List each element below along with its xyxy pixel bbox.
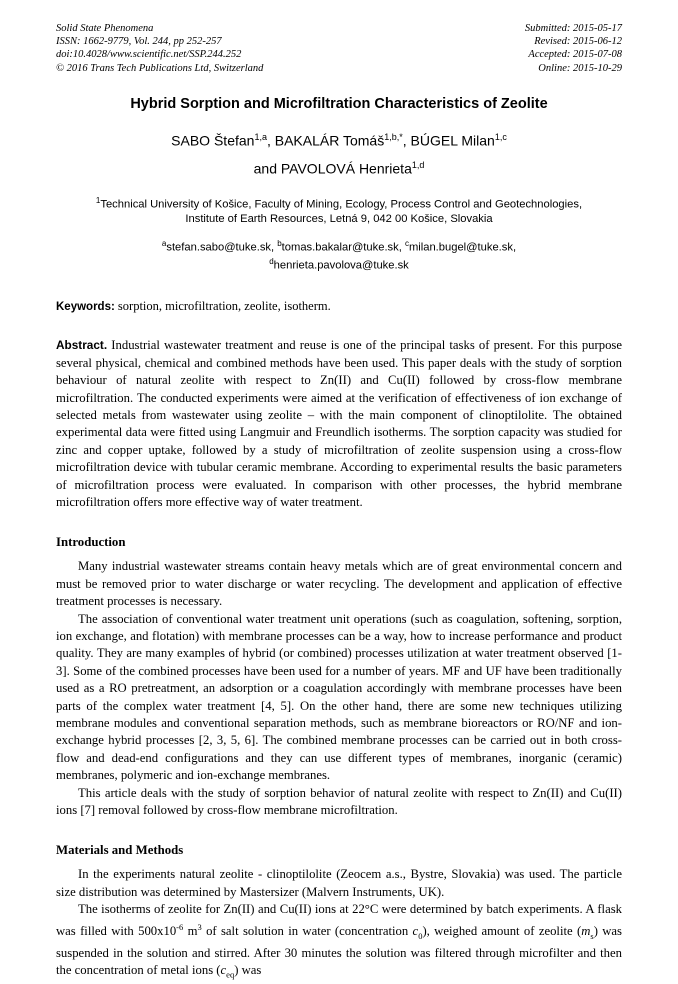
header-copyright: © 2016 Trans Tech Publications Ltd, Switzerland bbox=[56, 62, 264, 74]
email-pavolova[interactable]: henrieta.pavolova@tuke.sk bbox=[273, 259, 409, 272]
author-line-1 bbox=[56, 125, 622, 154]
header-revised: Revised: 2015-06-12 bbox=[534, 36, 622, 48]
author-sabo-affil: 1,a bbox=[254, 131, 267, 142]
email-marker-d: d bbox=[269, 257, 274, 267]
methods-p2-part5: ) was suspended in the solution and stirred. After 30 minutes the solution was filtered through microfilter and then the concentration of metal ions ( bbox=[56, 923, 622, 978]
email-marker-b: b bbox=[277, 238, 282, 248]
header-doi: doi:10.4028/www.scientific.net/SSP.244.252 bbox=[56, 49, 242, 61]
author-list bbox=[56, 125, 622, 182]
symbol-ceq-sub: eq bbox=[226, 969, 235, 980]
email-sabo[interactable]: stefan.sabo@tuke.sk, bbox=[166, 241, 278, 254]
header-journal-info bbox=[56, 22, 263, 75]
affiliation-block bbox=[56, 194, 622, 227]
methods-p2-part2: m bbox=[183, 923, 198, 938]
abstract-text: Industrial wastewater treatment and reuse is one of the principal tasks of present. For this purpose several physical, chemical and combined methods have been used. This paper deals with the study of sorption behaviour of natural zeolite with respect to Zn(II) and Cu(II) followed by cross-flow membrane microfiltration. The conducted experiments were aimed at the verification of effectiveness of ion exchange of selected metals from wastewater using zeolite – with the main component of clinoptilolite. The obtained experimental data were fitted using Langmuir and Freundlich isotherms. The sorption capacity was studied for zinc and copper uptake, followed by a study of microfiltration of zeolite suspension using a cross-flow microfiltration device with tubular ceramic membrane. According to experimental results the basic parameters of microfiltration process were evaluated. In comparison with other processes, the hybrid membrane microfiltration offers more effective way of water treatment. bbox=[56, 338, 622, 509]
symbol-ms: m bbox=[581, 923, 591, 938]
methods-p2-sup2: 3 bbox=[197, 921, 202, 932]
methods-p2-part1: The isotherms of zeolite for Zn(II) and Cu(II) ions at 22°C were determined by batch experiments. A flask was filled with 500x10 bbox=[56, 902, 622, 938]
email-marker-c: c bbox=[404, 238, 409, 248]
header-online: Online: 2015-10-29 bbox=[538, 62, 622, 74]
header-accepted: Accepted: 2015-07-08 bbox=[528, 49, 622, 61]
keywords-text: sorption, microfiltration, zeolite, isotherm. bbox=[114, 299, 331, 314]
methods-p2-sup1: -6 bbox=[176, 921, 184, 932]
author-bakalar: , BAKALÁR Tomáš bbox=[266, 132, 385, 149]
abstract-block bbox=[56, 337, 622, 511]
page-header bbox=[56, 22, 622, 75]
keywords-label: Keywords: bbox=[56, 301, 115, 314]
intro-paragraph-3: This article deals with the study of sorption behavior of natural zeolite with respect to Zn(II) and Cu(II) ions [7] removal followed by cross-flow membrane microfiltration. bbox=[56, 785, 622, 818]
author-line-2 bbox=[56, 153, 622, 182]
methods-paragraph-1: In the experiments natural zeolite - clinoptilolite (Zeocem a.s., Bystre, Slovakia) was used. The particle size distribution was determined by Mastersizer (Malvern Instruments, UK). bbox=[56, 867, 622, 899]
header-dates bbox=[525, 22, 622, 75]
header-issn: ISSN: 1662-9779, Vol. 244, pp 252-257 bbox=[56, 36, 222, 48]
intro-paragraph-1: Many industrial wastewater streams contain heavy metals which are of great environmental concern and must be removed prior to water discharge or water recycling. The development and application of effective treatment processes is necessary. bbox=[56, 559, 622, 609]
author-bugel: , BÚGEL Milan bbox=[402, 132, 495, 149]
author-bakalar-affil: 1,b,* bbox=[384, 131, 403, 142]
page-title: Hybrid Sorption and Microfiltration Characteristics of Zeolite bbox=[130, 95, 548, 112]
section-heading-materials-and-methods: Materials and Methods bbox=[56, 843, 184, 858]
author-pavolova-affil: 1,d bbox=[411, 160, 425, 171]
email-block bbox=[56, 237, 622, 273]
header-submitted: Submitted: 2015-05-17 bbox=[524, 23, 622, 34]
symbol-c0-sub: 0 bbox=[418, 930, 423, 941]
methods-p2-part4: ), weighed amount of zeolite ( bbox=[422, 923, 582, 938]
affiliation-line-1: Technical University of Košice, Faculty of Mining, Ecology, Process Control and Geotechnologies, bbox=[100, 198, 583, 211]
methods-p2-part3: of salt solution in water (concentration bbox=[201, 923, 413, 938]
symbol-ceq: c bbox=[220, 963, 227, 978]
keywords-block bbox=[56, 299, 622, 315]
affiliation-marker: 1 bbox=[95, 196, 101, 206]
intro-paragraph-2: The association of conventional water treatment unit operations (such as coagulation, softening, sorption, ion exchange, and flotation) with membrane processes can be a way, how to increase performance and product quality. They are many examples of hybrid (or combined) processes utilization at water treatment observed [1-3]. Some of the combined processes have been used for a number of years. MF and UF have been traditionally used as a RO pretreatment, an adsorption or a coagulation accordingly with membrane processes have been parts of the complex water treatment [4, 5]. On the other hand, there are some new techniques utilizing membrane modules and conventional separation methods, such as membrane bioreactors or RO/NF and ion-exchange hybrid processes [2, 3, 5, 6]. The combined membrane processes can be carried out in both cross-flow and dead-end configurations and they can use different types of membranes, inorganic (ceramic) membranes, polymeric and ion-exchange membranes. bbox=[56, 611, 622, 783]
affiliation-line-2: Institute of Earth Resources, Letná 9, 042 00 Košice, Slovakia bbox=[185, 213, 493, 226]
header-journal-name: Solid State Phenomena bbox=[56, 23, 154, 34]
symbol-c0: c bbox=[412, 923, 419, 938]
symbol-ms-sub: s bbox=[590, 930, 594, 941]
email-bakalar[interactable]: tomas.bakalar@tuke.sk, bbox=[281, 241, 405, 254]
email-bugel[interactable]: milan.bugel@tuke.sk, bbox=[408, 241, 517, 254]
methods-p2-part6: ) was bbox=[234, 963, 262, 978]
abstract-label: Abstract. bbox=[56, 338, 108, 353]
author-sabo: SABO Štefan bbox=[171, 132, 255, 149]
author-bugel-affil: 1,c bbox=[494, 131, 507, 142]
email-marker-a: a bbox=[161, 238, 167, 248]
section-heading-introduction: Introduction bbox=[56, 535, 126, 550]
author-pavolova: and PAVOLOVÁ Henrieta bbox=[253, 161, 412, 178]
methods-paragraph-2 bbox=[56, 901, 622, 984]
